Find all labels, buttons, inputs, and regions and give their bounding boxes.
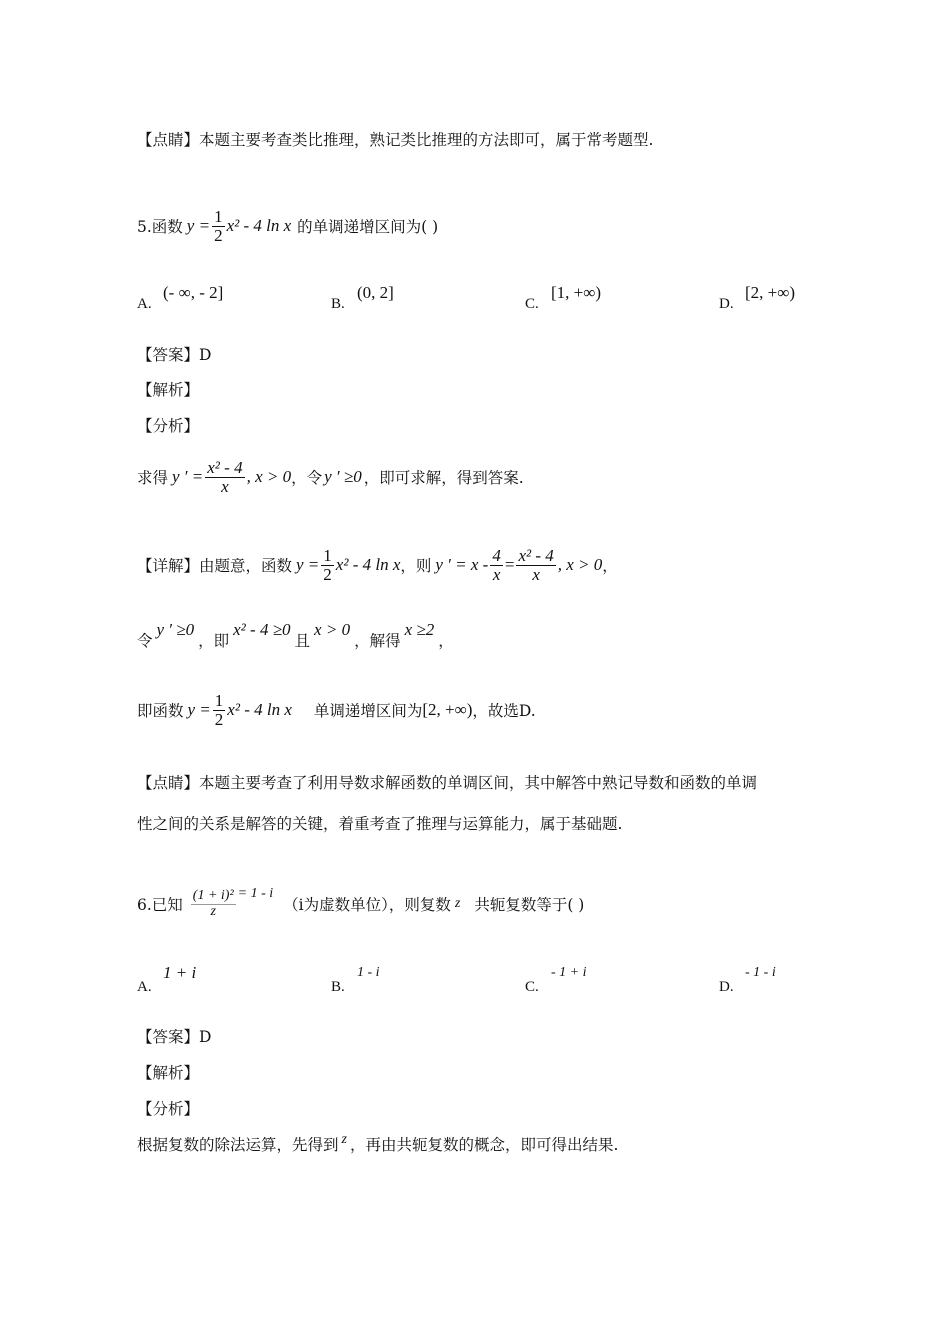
- q5-analysis-num: x² - 4: [207, 457, 243, 477]
- q5-detail2-ineq3: x > 0: [314, 620, 351, 639]
- q5-analysis-fraction: [205, 459, 244, 496]
- q6-option-d-label: D.: [719, 979, 734, 995]
- q6-variable-z: z: [454, 896, 461, 911]
- q5-formula-rest: x² - 4 ln x: [226, 216, 292, 235]
- q5-analysis-mid: ，令: [291, 469, 323, 487]
- q5-answer: 【答案】D: [137, 346, 212, 364]
- q5-detail-condition: , x > 0: [557, 555, 603, 574]
- q5-option-a-value: (- ∞, - 2]: [163, 283, 224, 302]
- question-6-prefix: 6.已知: [137, 896, 183, 914]
- q5-detail-f-num: 1: [323, 545, 332, 565]
- q6-option-b-label: B.: [331, 979, 345, 995]
- q6-analysis-prefix: 根据复数的除法运算，先得到: [137, 1136, 339, 1154]
- q6-analysis-z: z: [341, 1132, 347, 1147]
- q6-option-d-value: - 1 - i: [745, 965, 776, 980]
- q5-analysis-prefix: 求得: [137, 469, 169, 487]
- q5-fraction-den: 2: [214, 225, 223, 245]
- q6-fraction-den: z: [210, 903, 216, 919]
- q5-detail-d-den2: x: [532, 564, 540, 584]
- q5-detail-d-num1: 4: [492, 545, 501, 565]
- q5-detail2-jiede: ，解得: [354, 632, 401, 650]
- q6-option-a-label: A.: [137, 979, 152, 995]
- q5-detail-derivative-fraction1: [490, 547, 503, 584]
- q5-detail-line1: [137, 537, 618, 593]
- q5-detail-d-num2: x² - 4: [518, 545, 554, 565]
- q5-option-a-label: A.: [137, 296, 152, 312]
- q5-detail-derivative-fraction2: [516, 547, 555, 584]
- q5-option-d-label: D.: [719, 296, 734, 312]
- q5-detail3-function-fraction: [213, 692, 226, 729]
- q5-detail3-f-den: 2: [214, 709, 224, 729]
- q5-jiexi-heading: 【解析】: [137, 381, 200, 399]
- q5-formula-lhs: y =: [186, 216, 211, 235]
- q5-detail-function-fraction: [321, 547, 334, 584]
- q6-option-c-value: - 1 + i: [551, 965, 587, 980]
- q6-formula-rhs: = 1 - i: [237, 886, 274, 901]
- question-5-prefix: 5.函数: [137, 218, 183, 236]
- q5-detail3-function-rest: x² - 4 ln x: [227, 700, 292, 719]
- q5-analysis-den: x: [221, 476, 229, 496]
- question-5-stem: [137, 196, 438, 256]
- q5-detail2-ineq4: x ≥2: [404, 620, 435, 639]
- q6-option-a-value: 1 + i: [163, 963, 197, 982]
- q5-detail3-prefix: 即函数: [137, 702, 184, 720]
- q5-detail-derivative-lhs: y ′ = x -: [435, 555, 489, 574]
- q5-dianjing-line1: 【点睛】本题主要考查了利用导数求解函数的单调区间，其中解答中熟记导数和函数的单调: [137, 774, 758, 792]
- q6-analysis-suffix: ，再由共轭复数的概念，即可得出结果.: [349, 1136, 619, 1154]
- q5-detail2-qie: 且: [294, 632, 311, 650]
- q5-detail2-ji: ，即: [198, 632, 230, 650]
- q5-option-c-label: C.: [525, 296, 539, 312]
- q5-fenxi-heading: 【分析】: [137, 417, 200, 435]
- q5-detail2-end: ，: [438, 632, 454, 650]
- q5-option-c-value: [1, +∞): [551, 283, 602, 302]
- q5-detail-line3: [137, 682, 536, 738]
- q5-detail-prefix: 【详解】由题意，函数: [137, 557, 293, 575]
- q5-analysis-condition: , x > 0: [246, 467, 292, 486]
- q5-analysis-suffix: ，即可求解，得到答案.: [363, 469, 524, 487]
- q6-fenxi-heading: 【分析】: [137, 1100, 200, 1118]
- q5-detail3-function-lhs: y =: [187, 700, 211, 719]
- q5-option-b-value: (0, 2]: [357, 283, 394, 302]
- q5-detail-d-den1: x: [492, 564, 501, 584]
- q5-detail2-ling: 令: [137, 632, 153, 650]
- question-6-suffix2: 共轭复数等于( ): [474, 896, 585, 914]
- q5-dianjing-line2: 性之间的关系是解答的关键，着重考查了推理与运算能力，属于基础题.: [137, 815, 623, 833]
- q5-fraction-num: 1: [214, 206, 223, 226]
- q5-detail3-suffix: ，故选D.: [472, 702, 536, 720]
- q5-detail-function-lhs: y =: [296, 555, 320, 574]
- q6-option-b-value: 1 - i: [357, 965, 380, 980]
- q6-option-c-label: C.: [525, 979, 539, 995]
- question-6-suffix: （i为虚数单位），则复数: [283, 896, 451, 914]
- q6-formula-fraction: [191, 889, 236, 919]
- q5-analysis-inequality: y ′ ≥0: [324, 467, 362, 486]
- question-6-stem: [137, 876, 584, 932]
- q5-option-d-value: [2, +∞): [745, 283, 796, 302]
- q5-detail-equals: =: [504, 555, 515, 574]
- q5-detail-f-den: 2: [323, 564, 332, 584]
- q5-option-b-label: B.: [331, 296, 345, 312]
- q5-detail-line2: [137, 620, 454, 660]
- q6-jiexi-heading: 【解析】: [137, 1064, 200, 1082]
- q5-formula-fraction: [212, 208, 225, 245]
- question-5-suffix: 的单调递增区间为( ): [297, 218, 439, 236]
- q5-detail-line1-end: ，: [602, 557, 618, 575]
- q5-analysis: [137, 450, 524, 504]
- q5-detail3-mid: 单调递增区间为: [313, 702, 423, 720]
- q6-answer: 【答案】D: [137, 1028, 212, 1046]
- q5-analysis-derivative: y ′ =: [172, 467, 204, 486]
- q5-detail-then: ，则: [400, 557, 432, 575]
- q6-fraction-num: (1 + i)²: [192, 887, 234, 903]
- q6-analysis: [137, 1133, 618, 1155]
- q5-detail3-interval: [2, +∞): [422, 700, 473, 719]
- q5-detail2-ineq2: x² - 4 ≥0: [233, 620, 291, 639]
- dianjing-note-q4: 【点睛】本题主要考查类比推理，熟记类比推理的方法即可，属于常考题型.: [137, 131, 654, 149]
- q5-detail2-ineq1: y ′ ≥0: [156, 620, 195, 639]
- q5-detail3-f-num: 1: [214, 690, 224, 710]
- q5-detail-function-rest: x² - 4 ln x: [335, 555, 401, 574]
